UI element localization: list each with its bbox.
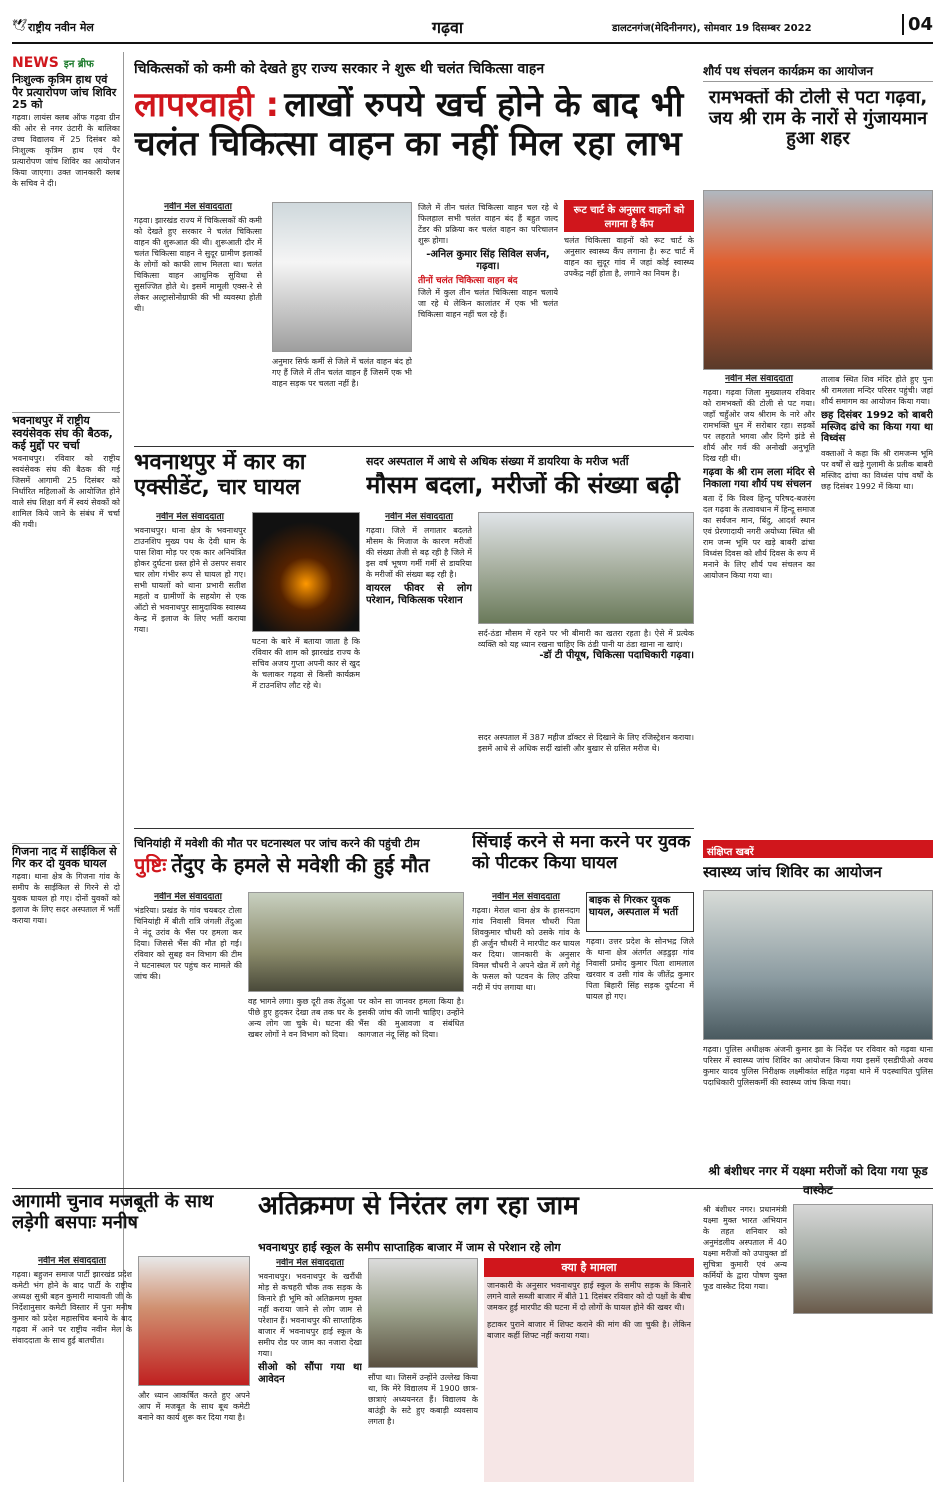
chiniya-column-3: पर कोन सा जानवर हमला किया है। इसकी जांच की जानी चाहिए। उन्होंने भैंस की मुआवजा व संबंधित कागजात नंदू सिंह को दिया। [358, 997, 464, 1039]
sadar-column-3: सदर अस्पताल में 387 महीज डॉक्टर से दिखाने के लिए रजिस्ट्रेशन कराया। इसमें आधे से अधिक सर्दी खांसी और बुखार से ग्रसित मरीज थे। [478, 733, 694, 753]
news-label-sub: इन ब्रीफ [63, 59, 94, 70]
lead-quote: जिले में तीन चलंत चिकित्सा वाहन चल रहे थे फिलहाल सभी चलंत वाहन बंद हैं बहुत जल्द टेंडर की प्रक्रिया कर चलंत वाहन का परिचालन शुरू होगा। [418, 203, 558, 245]
jam-box-title: क्या है मामला [484, 1258, 694, 1277]
lead-quote-by: -अनिल कुमार सिंह सिविल सर्जन, गढ़वा। [426, 249, 550, 272]
lead-kicker: चिकित्सकों को कमी को देखते हुए राज्य सरकार ने शुरू थी चलंत चिकित्सा वाहन [134, 61, 545, 77]
lead-body-1: गढ़वा। झारखंड राज्य में चिकित्सकों की कमी को देखते हुए सरकार ने चलंत चिकित्सा वाहन की शुरूआत की थी। शुरूआती दौर में चलंत चिकित्सा वाहन ने सुदूर ग्रामीण इलाकों के लोगों को काफी लाभ मिलता था। चलंत चिकित्सा वाहन आधुनिक सुविधा से सुसज्जित होते थे। इसमें मामूली एक्स-रे से लेकर अल्ट्रासोनोग्राफी की भी व्यवस्था होती थी। [134, 216, 262, 313]
shaurya-body-3: तालाब स्थित शिव मंदिर होते हुए पुनः श्री रामलला मन्दिर परिसर पहुंची। जहां शौर्य समागम का आयोजन किया गया। [821, 375, 933, 406]
brief-item [12, 412, 120, 843]
health-headline: स्वास्थ्य जांच शिविर का आयोजन [703, 863, 882, 881]
jam-sub: सीओ को सौंपा गया था आवेदन [258, 1362, 362, 1385]
car-photo [252, 512, 360, 632]
sadar-headline: मौसम बदला, मरीजों की संख्या बढ़ी [366, 472, 680, 499]
shaurya-column-1 [703, 374, 815, 834]
sadar-byline: नवीन मेल संवाददाता [385, 512, 453, 522]
brief-title: निःशुल्क कृत्रिम हाथ एवं पैर प्रत्यारोपण जांच शिविर 25 को [12, 73, 117, 112]
brief-title: भवनाथपुर में राष्ट्रीय स्वयंसेवक संघ की बैठक, कई मुद्दों पर चर्चा [12, 413, 113, 453]
lead-column-1 [134, 202, 262, 442]
lead-headline-red: लापरवाही : [134, 86, 280, 125]
chiniya-column-2: वह भागने लगा। कुछ दूरी तक तेंदुआ पीछे हुए हुदकर देखा तब तक घर के अन्य लोग जा चुके थे। घटना की खबर लोगों ने वन विभाग को दिया। [248, 997, 354, 1039]
manish-photo [138, 1256, 250, 1386]
chiniya-column-1 [134, 892, 242, 1182]
chiniya-byline: नवीन मेल संवाददाता [154, 892, 222, 902]
brief-body: गढ़वा। लायंस क्लब ऑफ गढ़वा ग्रीन की ओर से नगर उंटारी के बालिका उच्च विद्यालय में 25 दिसंबर को निःशुल्क कृत्रिम हाथ एवं पैर प्रत्यारोपण जांच शिविर का आयोजन किया जाएगा। उक्त जानकारी क्लब के सचिव ने दी। [12, 112, 120, 188]
car-column-2: घटना के बारे में बताया जाता है कि रविवार की शाम को झारखंड राज्य के सचिव अजय गुप्ता अपनी कार से खुद के चलाकर गढ़वा से किसी कार्यक्रम में टाउनशिप लौट रहे थे। [252, 637, 360, 690]
paper-name: राष्ट्रीय नवीन मेल [28, 21, 94, 34]
sadar-column-1 [366, 512, 472, 822]
jam-box [484, 1258, 694, 1482]
brief-title: गिजना नाद में साईकिल से गिर कर दो युवक घायल [12, 844, 117, 871]
sinchai-column-1 [472, 892, 580, 1182]
chiniya-headline-text: तेंदुए के हमले से मवेशी की हुई मौत [171, 854, 430, 877]
chiniya-body: भंडरिया। प्रखंड के गांव चयबदर टोला चिनियांही में बीती रात्रि जंगली तेंदुआ ने नंदू उरांव के भैंस पर हमला कर दिया। जिससे भैंस की मौत हो गई। रविवार को सुबह वन विभाग की टीम ने घटनास्थल पर पहुंच कर मामले की जांच की। [134, 906, 242, 981]
lead-body-3: जिले में कुल तीन चलंत चिकित्सा वाहन चलाये जा रहे थे लेकिन कालांतर में एक भी चलंत चिकित्सा वाहन नहीं चल रहे हैं। [418, 288, 558, 319]
chunav-column-1 [12, 1256, 132, 1482]
shaurya-headline: रामभक्तों की टोली से पटा गढ़वा, जय श्री राम के नारों से गुंजायमान हुआ शहर [708, 88, 928, 150]
section-title: गढ़वा [432, 18, 464, 37]
shaurya-column-2 [821, 374, 933, 834]
car-body: भवनाथपुर। थाना क्षेत्र के भवनाथपुर टाउनशिप मुख्य पथ के देवी धाम के पास शिवा मोड़ पर एक कार अनियंत्रित होकर दुर्घटना ग्रस्त होने से उसपर सवार चार लोग गंभीर रूप से घायल हो गए। सभी घायलों को थाना प्रभारी सतीश महतो व ग्रामीणों के सहयोग से एक ऑटो से भवनाथपुर सामुदायिक स्वास्थ्य केन्द्र में इलाज के लिए भर्ती कराया गया। [134, 526, 246, 634]
jam-body: भवनाथपुर। भवनाथपुर के खरौंधी मोड़ से कचहरी चौक तक सड़क के किनारे ही भूमि को अतिक्रमण मुक्त नहीं कराया जाने से लोग जाम से परेशान हैं। भवनाथपुर की साप्ताहिक बाजार में भवनाथपुर हाई स्कूल के समीप रोड पर जाम का नजारा देखा गया। [258, 1272, 362, 1358]
sadar-kicker: सदर अस्पताल में आधे से अधिक संख्या में डायरिया के मरीज भर्ती [366, 455, 629, 468]
sinchai-body: गढ़वा। मेराल थाना क्षेत्र के हासनदाग गांव निवासी विमल चौधरी पिता शिवकुमार चौधरी को उसके गांव के ही अर्जुन चौधरी ने मारपीट कर घायल कर दिया। जानकारी के अनुसार विमल चौधरी ने अपने खेत में लगे गेहूं के फसल को पटवन के लिए उरिया नदी में पंप लगाया था। [472, 906, 580, 992]
lead-headline-text: लाखों रुपये खर्च होने के बाद भी चलंत चिकित्सा वाहन का नहीं मिल रहा लाभ [134, 86, 684, 165]
chunav-byline: नवीन मेल संवाददाता [38, 1256, 106, 1266]
lead-column-3 [418, 202, 558, 442]
jam-byline: नवीन मेल संवाददाता [276, 1258, 344, 1268]
chiniya-kicker: चिनियांही में मवेशी की मौत पर घटनास्थल पर जांच करने की पहुंची टीम [134, 837, 420, 850]
jam-column-2: सौंपा था। जिसमें उन्होंने उल्लेख किया था, कि मेरे विद्यालय में 1900 छात्र-छात्राएं अध्ययनरत हैं। विद्यालय के बाउंड्री के सटे हुए कबाड़ी व्यवसाय लगता है। [368, 1373, 478, 1426]
chunav-body: गढ़वा। बहुजन समाज पार्टी झारखंड प्रदेश कमेटी भंग होने के बाद पार्टी के राष्ट्रीय अध्यक्ष सुश्री बहन कुमारी मायावती जी के निर्देशानुसार कमेटी विस्तार में पुनः मनीष कुमार को प्रदेश महासचिव बनाये के बाद गढ़वा में आने पर राष्ट्रीय नवीन मेल के संवाददाता के साथ हुई बातचीत। [12, 1270, 132, 1345]
shaurya-byline: नवीन मेल संवाददाता [725, 374, 793, 384]
shaurya-body: गढ़वा। गढ़वा जिला मुख्यालय रविवार को रामभक्तों की टोली से पट गया। जहाँ चहुँओर जय श्रीराम के नारे और रामभक्ति धुन में सरोबार रहा। सड़कों पर लहराते भगवा और दिग्गे झंडे से शौर्य और गर्व की अनोखी अनुभूति दिख रही थी। [703, 388, 815, 463]
chiniya-photo [248, 892, 464, 992]
shaurya-body-2: बता दें कि विश्व हिन्दू परिषद-बजरंग दल गढ़वा के तत्वावधान में हिन्दू समाज का सर्वजन मान, बिंदु, आदर्श स्थान एवं प्रेरणादायी नगरी अयोध्या स्थित श्री राम जन्म भूमि पर खड़े बाबरी ढांचा विध्वंस दिवस को शौर्य दिवस के रूप में मनाने के लिए शौर्य पथ संचलन का आयोजन किया गया था। [703, 494, 815, 580]
car-byline: नवीन मेल संवाददाता [156, 512, 224, 522]
lead-byline: नवीन मेल संवाददाता [164, 202, 232, 212]
car-column-1 [134, 512, 246, 822]
health-body: गढ़वा। पुलिस अधीक्षक अंजनी कुमार झा के निर्देश पर रविवार को गढ़वा थाना परिसर में स्वास्थ्य जांच शिविर का आयोजन किया गया इसमें एसडीपीओ अवध कुमार यादव पुलिस निरीक्षक लक्ष्मीकांत सहित गढ़वा थाने में पदस्थापित पुलिस पदाधिकारी पुलिसकर्मी की स्वास्थ्य जांच किया गया। [703, 1045, 933, 1087]
procession-photo [703, 190, 933, 370]
lead-box-body: चलंत चिकित्सा वाहनों को रूट चार्ट के अनुसार स्वास्थ्य कैंप लगाना है। रूट चार्ट में वाहन का सुदूर गांव में जहां कोई स्वास्थ्य उपकेंद्र नहीं होता है, लगाने का नियम है। [564, 236, 694, 278]
sadar-quote-by: -डॉ टी पीयूष, चिकित्सा पदाधिकारी गढ़वा। [539, 650, 694, 661]
shaurya-body-4: वक्ताओं ने कहा कि श्री रामजन्म भूमि पर वर्षों से खड़े गुलामी के प्रतीक बाबरी मस्जिद ढांचा का विध्वंस पांच वर्षों के छह दिसंबर 1992 में किया था। [821, 448, 933, 491]
chunav-column-2: और ध्यान आकर्षित करते हुए अपने आप में मजबूत के साथ बूथ कमेटी बनाने का कार्य शुरू कर दिया गया है। [138, 1391, 250, 1422]
tb-headline: श्री बंशीधर नगर में यक्ष्मा मरीजों को दिया गया फूड वास्केट [708, 1164, 928, 1197]
sinchai-column-2: गढ़वा। उत्तर प्रदेश के सोनभद्र जिले के थाना क्षेत्र अंतर्गत अड़डुड़ा गांव निवासी प्रमोद कुमार पिता शामलाल खरवार व उसी गांव के जीतेंद्र कुमार पिता बिहारी सिंह सड़क दुर्घटना में घायल हो गए। [586, 937, 694, 1001]
sinchai-headline: सिंचाई करने से मना करने पर युवक को पीटकर किया घायल [472, 832, 691, 873]
dateline: डालटनगंज(मेदिनीनगर), सोमवार 19 दिसम्बर 2022 [612, 23, 812, 34]
sadar-body: गढ़वा। जिले में लगातार बदलते मौसम के मिजाज के कारण मरीजों की संख्या तेजी से बढ़ रही है जिले में इस वर्ष भूषण गर्मी गर्मी से डायरिया के मरीजों की संख्या बढ़ रही है। [366, 526, 472, 579]
brief-body: भवनाथपुर। रविवार को राष्ट्रीय स्वयंसेवक संघ की बैठक की गई जिसमें आगामी 25 दिसंबर को निर्धारित महिलाओं के आयोजित होने वाले संघ शिक्षा वर्ग में स्वयं सेवकों को शामिल किये जाने के संबंध में चर्चा की गयी। [12, 453, 120, 529]
sinchai-byline: नवीन मेल संवाददाता [492, 892, 560, 902]
health-photo [703, 890, 933, 1040]
paper-logo-icon: 🕊 [12, 18, 28, 32]
shaurya-kicker: शौर्य पथ संचलन कार्यक्रम का आयोजन [703, 60, 933, 82]
jam-photo [368, 1258, 478, 1368]
page-number: 04 [902, 14, 933, 35]
ambulance-photo [272, 202, 412, 352]
chunav-headline: आगामी चुनाव मजबूती के साथ लड़ेगी बसपाः मनीष [12, 1192, 214, 1233]
tb-body: श्री बंशीधर नगर। प्रधानमंत्री यक्ष्मा मुक्त भारत अभियान के तहत शनिवार को अनुमंडलीय अस्पताल में 40 यक्ष्मा मरीजों को उपायुक्त डॉ सुचित्रा कुमारी एवं अन्य कर्मियों के द्वारा पोषण युक्त फूड वास्केट दिया गया। [703, 1205, 787, 1291]
lead-box-title: रूट चार्ट के अनुसार वाहनों को लगाना है कैंप [564, 200, 694, 232]
jam-headline: अतिक्रमण से निरंतर लग रहा जाम [258, 1192, 579, 1221]
car-headline: भवनाथपुर में कार का एक्सीडेंट, चार घायल [134, 450, 306, 501]
jam-box-body: जानकारी के अनुसार भवनाथपुर हाई स्कूल के समीप सड़क के किनारे लगने वाले सब्जी बाजार में बीते 11 दिसंबर रविवार को दो पक्षों के बीच जमकर हुई मारपीट की घटना में दो लोगों के घायल होने की खबर थी। [487, 1281, 691, 1312]
sadar-body-2: सर्द-ठंडा मौसम में रहने पर भी बीमारी का खतरा रहता है। ऐसे में प्रत्येक व्यक्ति को यह ध्यान रखना चाहिए कि ठंडी पानी या ठंडा खाना ना खाएं। [478, 629, 694, 649]
shaurya-sub: गढ़वा के श्री राम लला मंदिर से निकाला गया शौर्य पथ संचलन [703, 467, 815, 490]
brief-body: गढ़वा। थाना क्षेत्र के गिजना गांव के समीप के साईकिल से गिरने से दो युवक घायल हो गए। दोनों युवकों को इलाज के लिए सदर अस्पताल में भर्ती कराया गया। [12, 872, 120, 926]
lead-column-2: अनुमार सिर्फ कर्मी से जिले में चलंत वाहन बंद हो गए हैं जिले में तीन चलंत वाहन हैं जिसमें एक भी वाहन सड़क पर चलता नहीं है। [272, 357, 412, 388]
lead-sub: तीनों चलंत चिकित्सा वाहन बंद [418, 276, 518, 286]
jam-kicker: भवनाथपुर हाई स्कूल के समीप साप्ताहिक बाजार में जाम से परेशान रहे लोग [258, 1241, 561, 1254]
jam-column-1 [258, 1258, 362, 1482]
chiniya-headline-red: पुष्टिः [134, 854, 167, 877]
chiniya-headline [134, 854, 474, 888]
masthead [12, 14, 933, 44]
sadar-sub: वायरल फीवर से लोग परेशान, चिकित्सक परेशान [366, 583, 472, 606]
hospital-photo [478, 512, 694, 624]
jam-box-body-2: हटाकर पुराने बाजार में शिफ्ट कराने की मांग की जा चुकी है। लेकिन बाजार कहीं शिफ्ट नहीं कराया गया। [487, 1320, 691, 1340]
health-label: संक्षिप्त खबरें [703, 840, 933, 858]
lead-headline [134, 86, 694, 196]
tb-photo [793, 1204, 933, 1314]
brief-item [12, 843, 120, 1171]
shaurya-sub-2: छह दिसंबर 1992 को बाबरी मस्जिद ढांचे का किया गया था विध्वंस [821, 410, 933, 444]
lead-sidebar-box [564, 200, 694, 442]
sadar-column-2 [478, 628, 694, 728]
brief-item [12, 74, 120, 412]
sinchai-box: बाइक से गिरकर युवक घायल, अस्पताल में भर्ती [586, 892, 694, 932]
news-label: NEWS [12, 55, 59, 71]
